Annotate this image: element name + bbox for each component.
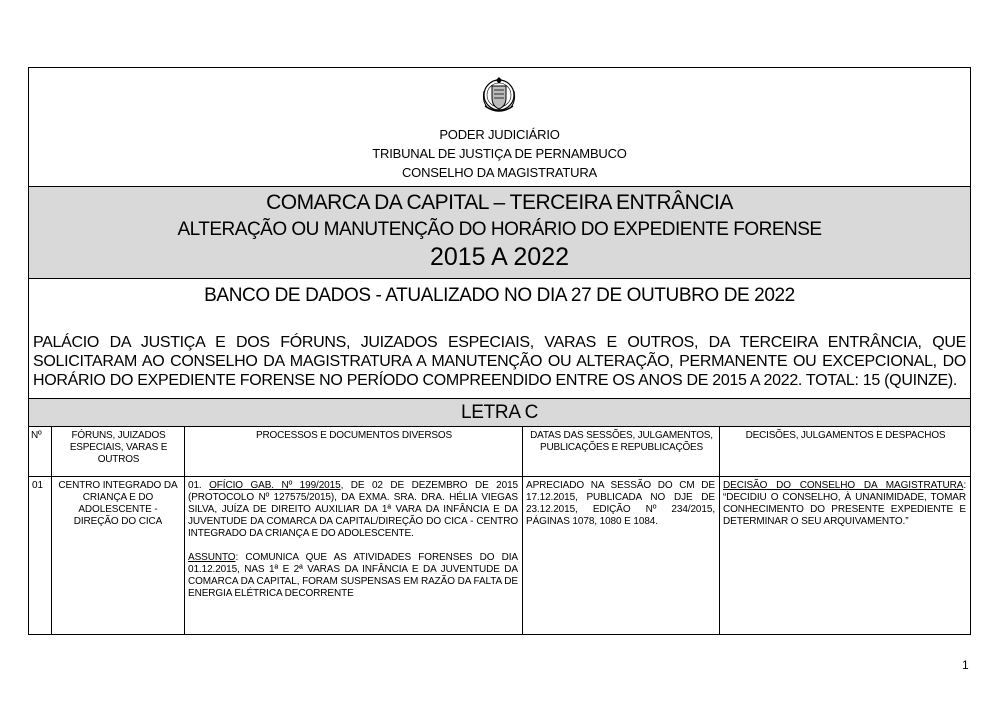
subject-text: : COMUNICA QUE AS ATIVIDADES FORENSES DO DIA 01.12.2015, NAS 1ª E 2ª VARAS DA INFÂNCIA E DA JUVENTUDE DA COMARCA DA CAPITAL, FORAM SUSPENSAS EM RAZÃO DA FALTA DE ENERGIA ELÉTRICA DECORRENTE — [188, 552, 518, 599]
subject-label: ASSUNTO — [188, 552, 236, 563]
document-reference: OFÍCIO GAB. Nº 199/2015 — [209, 480, 341, 491]
document-text: , DE 02 DE DEZEMBRO DE 2015 (PROTOCOLO Nº 127575/2015), DA EXMA. SRA. DRA. HÉLIA VIEGAS SILVA, JUÍZA DE DIREITO AUXILIAR DA 1ª VARA DA INFÂNCIA E DA JUVENTUDE DA COMARCA DA CAPITAL/DIREÇÃO DO CICA - CENTRO INTEGRADO DA CRIANÇA E DO ADOLESCENTE. — [188, 480, 518, 539]
column-divider — [184, 426, 185, 634]
document-header — [29, 68, 970, 185]
header-decisions: DECISÕES, JULGAMENTOS E DESPACHOS — [745, 430, 946, 441]
row-forum: CENTRO INTEGRADO DA CRIANÇA E DO ADOLESCENTE - DIREÇÃO DO CICA — [58, 480, 178, 527]
row-documents — [188, 480, 518, 600]
header-line-judiciary: PODER JUDICIÁRIO — [439, 127, 560, 142]
document-frame — [28, 67, 971, 635]
intro-paragraph: PALÁCIO DA JUSTIÇA E DOS FÓRUNS, JUIZADOS ESPECIAIS, VARAS E OUTROS, DA TERCEIRA ENTRÂNCIA, QUE SOLICITARAM AO CONSELHO DA MAGISTRATURA A MANUTENÇÃO OU ALTERAÇÃO, PERMANENTE OU EXCEPCIONAL, DO HORÁRIO DO EXPEDIENTE FORENSE NO PERÍODO COMPREENDIDO ENTRE OS ANOS DE 2015 A 2022. TOTAL: 15 (QUINZE). — [33, 334, 966, 389]
header-dates: DATAS DAS SESSÕES, JULGAMENTOS, PUBLICAÇÕES E REPUBLICAÇÕES — [530, 430, 713, 453]
coat-of-arms-icon — [481, 76, 517, 116]
row-number: 01 — [32, 480, 43, 491]
column-divider — [719, 426, 720, 634]
decision-text: : “DECIDIU O CONSELHO, À UNANIMIDADE, TOMAR CONHECIMENTO DO PRESENTE EXPEDIENTE E DETERMINAR O SEU ARQUIVAMENTO.” — [723, 480, 966, 527]
document-prefix: 01. — [188, 480, 202, 491]
database-update-line: BANCO DE DADOS - ATUALIZADO NO DIA 27 DE OUTUBRO DE 2022 — [204, 285, 795, 306]
title-years: 2015 A 2022 — [429, 243, 570, 271]
row-dates: APRECIADO NA SESSÃO DO CM DE 17.12.2015, PUBLICADA NO DJE DE 23.12.2015, EDIÇÃO Nº 234/2015, PÁGINAS 1078, 1080 E 1084. — [526, 480, 715, 527]
header-line-council: CONSELHO DA MAGISTRATURA — [401, 165, 598, 180]
title-band — [29, 186, 970, 279]
header-documents: PROCESSOS E DOCUMENTOS DIVERSOS — [256, 430, 452, 441]
page-number: 1 — [962, 658, 969, 672]
column-divider — [522, 426, 523, 634]
header-forum: FÓRUNS, JUIZADOS ESPECIAIS, VARAS E OUTROS — [69, 430, 168, 465]
records-table — [29, 426, 970, 634]
letter-title: LETRA C — [460, 402, 539, 423]
header-line-court: TRIBUNAL DE JUSTIÇA DE PERNAMBUCO — [372, 146, 627, 161]
header-num: Nº — [31, 430, 42, 441]
row-decision — [723, 480, 966, 528]
title-subtitle: ALTERAÇÃO OU MANUTENÇÃO DO HORÁRIO DO EXPEDIENTE FORENSE — [177, 219, 822, 240]
letter-band — [29, 398, 970, 427]
header-row-divider — [29, 476, 970, 477]
decision-label: DECISÃO DO CONSELHO DA MAGISTRATURA — [723, 480, 964, 491]
comarca-title: COMARCA DA CAPITAL – TERCEIRA ENTRÂNCIA — [266, 191, 733, 214]
column-divider — [51, 426, 52, 634]
